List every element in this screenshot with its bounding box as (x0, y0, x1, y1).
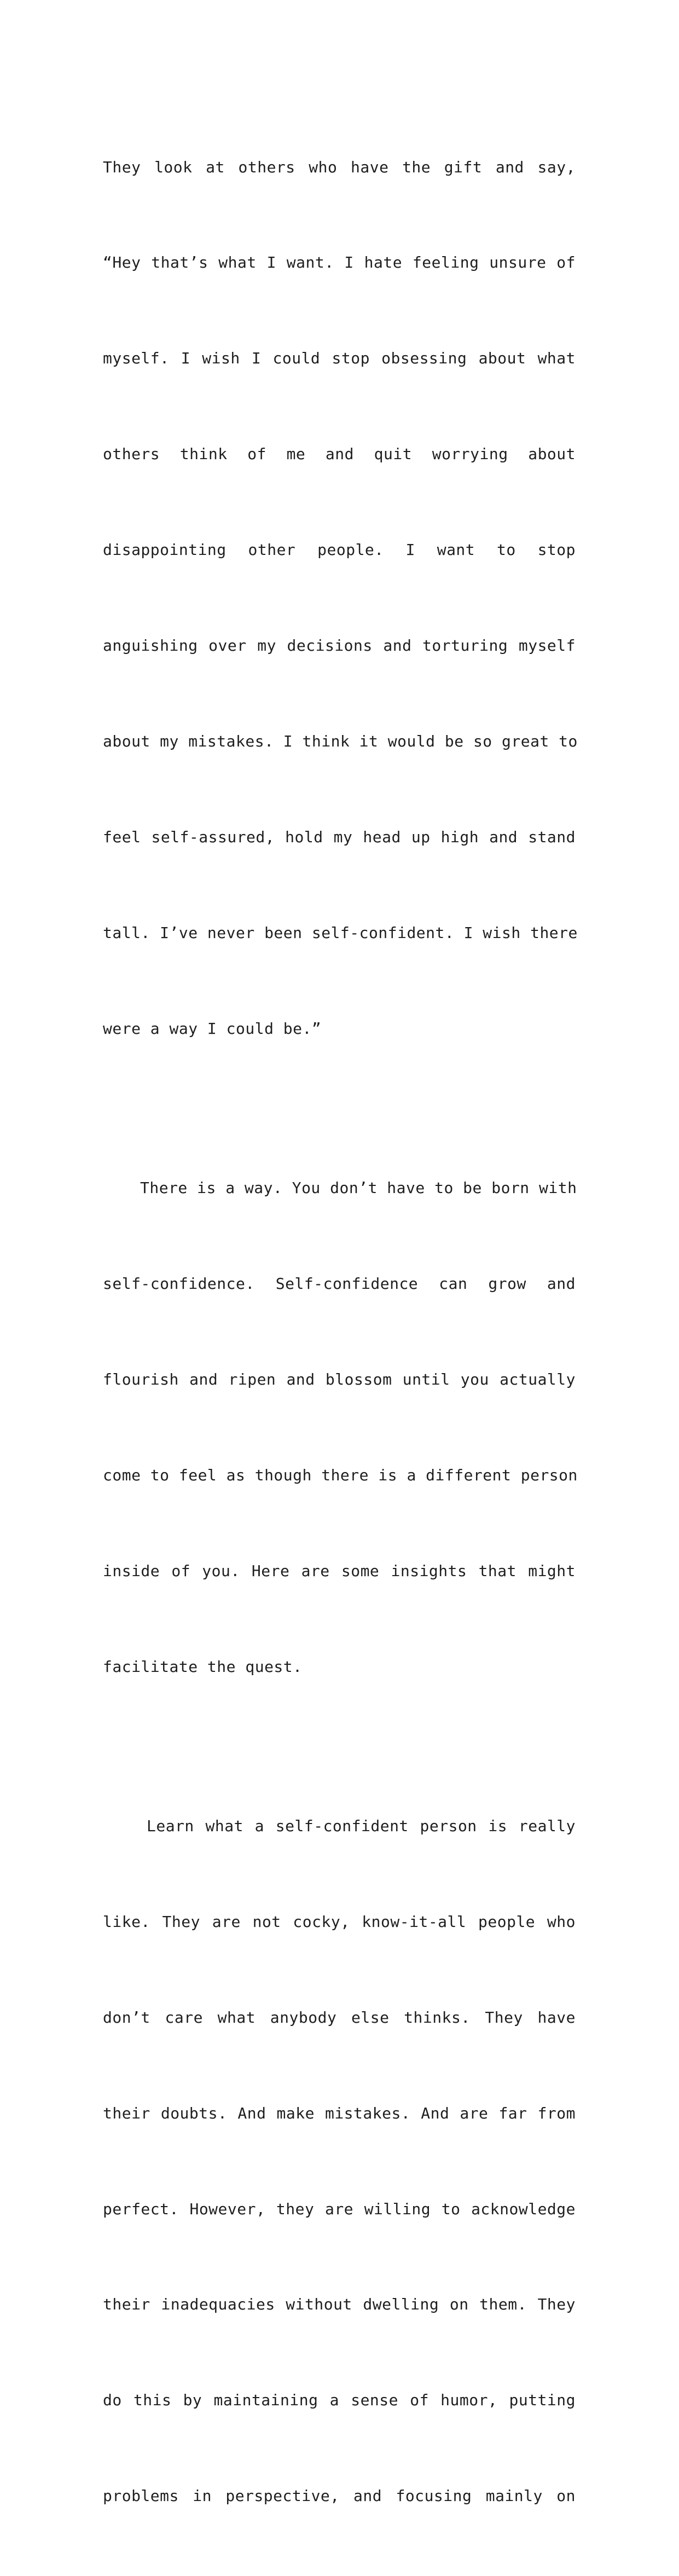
text-line: facilitate the quest. (103, 1657, 303, 1676)
document-body (103, 88, 576, 2576)
text-line: were a way I could be.” (103, 1019, 322, 1038)
paragraph-2 (103, 1109, 576, 1747)
text-line: like. They are not cocky, know-it-all people who (103, 1912, 576, 1931)
text-line: They look at others who have the gift and say, (103, 158, 576, 176)
paragraph-1 (103, 88, 576, 1109)
text-line: feel self-assured, hold my head up high and stand (103, 827, 576, 846)
text-line: “Hey that’s what I want. I hate feeling unsure of (103, 253, 576, 272)
paragraph-3 (103, 1746, 576, 2576)
text-line: flourish and ripen and blossom until you actually (103, 1370, 576, 1388)
text-line: about my mistakes. I think it would be so great to (103, 732, 578, 750)
text-line: their doubts. And make mistakes. And are far from (103, 2104, 576, 2122)
text-line: problems in perspective, and focusing mainly on (103, 2487, 576, 2505)
text-line: anguishing over my decisions and torturing myself (103, 636, 576, 655)
text-line: others think of me and quit worrying about (103, 445, 576, 464)
text-line: don’t care what anybody else thinks. They have (103, 2008, 576, 2027)
text-line: disappointing other people. I want to stop (103, 541, 576, 559)
text-line: myself. I wish I could stop obsessing about what (103, 349, 576, 368)
text-line: their inadequacies without dwelling on them. They (103, 2295, 576, 2314)
text-line: perfect. However, they are willing to acknowledge (103, 2199, 576, 2218)
text-line: do this by maintaining a sense of humor, putting (103, 2391, 576, 2410)
text-line: self-confidence. Self-confidence can grow and (103, 1274, 576, 1293)
text-line: inside of you. Here are some insights that might (103, 1561, 576, 1580)
text-line: Learn what a self-confident person is really (147, 1817, 576, 1836)
text-line: tall. I’ve never been self-confident. I wish there (103, 923, 578, 942)
text-line: come to feel as though there is a different person (103, 1466, 578, 1484)
text-line: There is a way. You don’t have to be born with (140, 1179, 577, 1197)
